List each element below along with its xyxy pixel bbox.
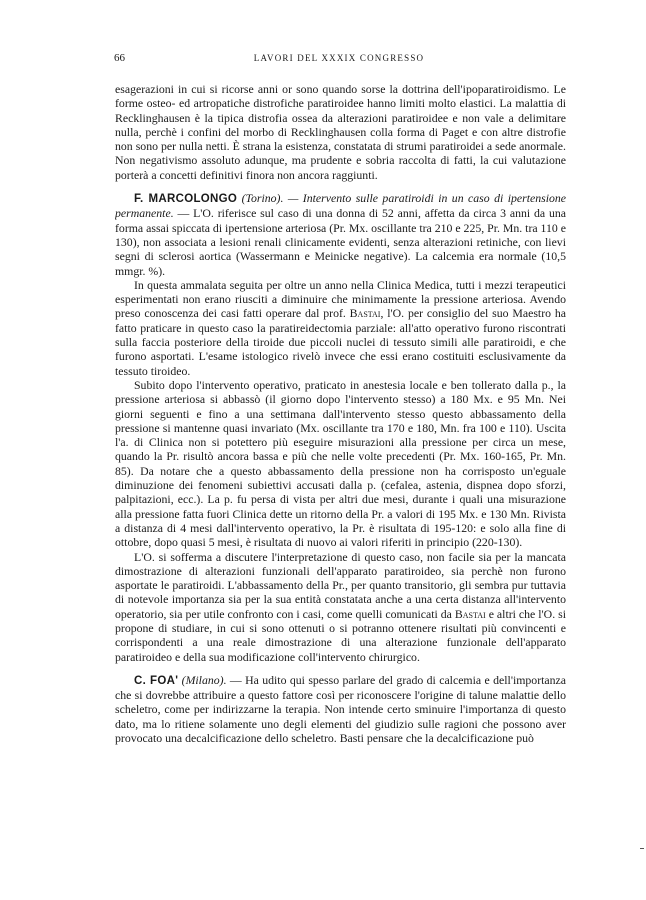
page-number: 66 bbox=[114, 52, 125, 64]
paragraph-text: — L'O. riferisce sul caso di una donna di 52 anni, affetta da circa 3 anni da una forma assai spiccata di ipertensione arteriosa (Pr. Mx. oscillante tra 210 e 225, Pr. Mn. tra 110 e 130), non associata a lesioni renali clinicamente evidenti, senza alterazioni retiniche, con lievi segni di sclerosi aortica (Wassermann e Meinicke negative). La calcemia era normale (10,5 mmgr. %). bbox=[115, 206, 566, 278]
running-title: LAVORI DEL XXXIX CONGRESSO bbox=[253, 53, 425, 63]
paragraph-marcolongo-4: L'O. si sofferma a discutere l'interpretazione di questo caso, non facile sia per la mancata dimostrazione di alterazioni funzionali dell'apparato paratiroideo, sia perchè non furono asportate le paratiroidi. L'abbassamento della Pr., per quanto transitorio, gli sembra pur tuttavia di notevole importanza sia per la sua entità constatata anche a una certa distanza all'intervento operatorio, sia per utile confronto con i casi, come quelli comunicati da Bastai e altri che l'O. si propone di studiare, in cui si sono ottenuti o si potranno ottenere risultati più convincenti e corrispondenti a una reale dimostrazione di una alterazione funzionale dell'apparato paratiroideo e della sua modificazione coll'intervento chirurgico. bbox=[115, 549, 566, 664]
cited-name: Bastai bbox=[349, 306, 381, 321]
speaker-place: (Milano). bbox=[181, 672, 227, 687]
paragraph-marcolongo-2: In questa ammalata seguita per oltre un anno nella Clinica Medica, tutti i mezzi terapeutici esperimentati non erano riusciti a diminuire che minimamente la pressione arteriosa. Avendo preso conoscenza dei casi fatti operare dal prof. Bastai, l'O. per consiglio del suo Maestro ha fatto praticare in questo caso la paratireidectomia parziale: all'atto operativo furono riscontrati sulla faccia posteriore della tiroide due piccoli nuclei di tessuto simili alle paratiroidi, e che furono asportati. L'esame istologico rivelò invece che essi erano costituiti esclusivamente da tessuto tiroideo. bbox=[115, 277, 566, 378]
talk-title: — Intervento sulle paratiroidi in un caso di ipertensione permanente. bbox=[115, 191, 566, 221]
paragraph-foa bbox=[115, 673, 566, 745]
page-header bbox=[114, 52, 564, 68]
speaker-name: C. FOA' bbox=[134, 674, 179, 687]
speaker-place: (Torino). bbox=[241, 191, 284, 206]
page-body bbox=[115, 82, 566, 882]
paragraph-text: — Ha udito qui spesso parlare del grado di calcemia e dell'importanza che si dovrebbe attribuire a questo fattore così per riconoscere l'origine di talune malattie dello scheletro, come per indirizzarne la terapia. Non intende certo sminuire l'importanza di questo dato, ma lo ritiene solamente uno degli elementi del giudizio sulle ragioni che possono aver provocato una decalcificazione dello scheletro. Basti pensare che la decalcificazione può bbox=[115, 672, 566, 746]
cited-name: Bastai bbox=[454, 606, 486, 621]
edge-mark bbox=[640, 848, 644, 849]
paragraph-marcolongo-1 bbox=[115, 191, 566, 278]
paragraph-marcolongo-3: Subito dopo l'intervento operativo, praticato in anestesia locale e ben tollerato dalla p., la pressione arteriosa si abbassò (il giorno dopo l'intervento stesso) a 180 Mx. e 95 Mn. Nei giorni seguenti e fino a una settimana dall'intervento stesso questo abbassamento della pressione si mantenne quasi invariato (Mx. oscillante tra 170 e 180, Mn. fra 100 e 110). Uscita l'a. di Clinica non si potettero più eseguire misurazioni alla pressione per circa un mese, quando la Pr. risultò ancora bassa e più che nelle volte precedenti (Pr. Mx. 160-165, Pr. Mn. 85). Da notare che a questo abbassamento della pressione non ha corrisposto un'eguale diminuzione dei fenomeni subiettivi accusati dalla p. (cefalea, astenia, dispnea dopo sforzi, palpitazioni, ecc.). La p. fu persa di vista per altri due mesi, durante i quali una misurazione alla pressione fatta fuori Clinica dette un ritorno della Pr. a valori di 195 Mx. e 130 Mn. Rivista a distanza di 4 mesi dall'intervento operativo, la Pr. è risultata di 195-120: e solo alla fine di ottobre, dopo quasi 5 mesi, è risultata di nuovo ai valori riferiti in principio (220-130). bbox=[115, 377, 566, 550]
paragraph-intro: esagerazioni in cui si ricorse anni or sono quando sorse la dottrina dell'ipoparatiroidismo. Le forme osteo- ed artropatiche distrofiche paratiroidee hanno limiti molto elastici. La malattia di Recklinghausen è la tipica distrofia ossea da alterazioni paratiroidee e non vale a delimitare nulla, perchè i confini del morbo di Recklinghausen colla forma di Paget e con altre distrofie non sono per nulla netti. È strana la esistenza, constatata di strumi paratiroidei a sede anormale. Non negativismo assoluto adunque, ma prudente e sobria raccolta di fatti, la cui valutazione porterà a concetti definitivi finora non ancora raggiunti. bbox=[115, 82, 566, 182]
speaker-name: F. MARCOLONGO bbox=[134, 193, 238, 206]
